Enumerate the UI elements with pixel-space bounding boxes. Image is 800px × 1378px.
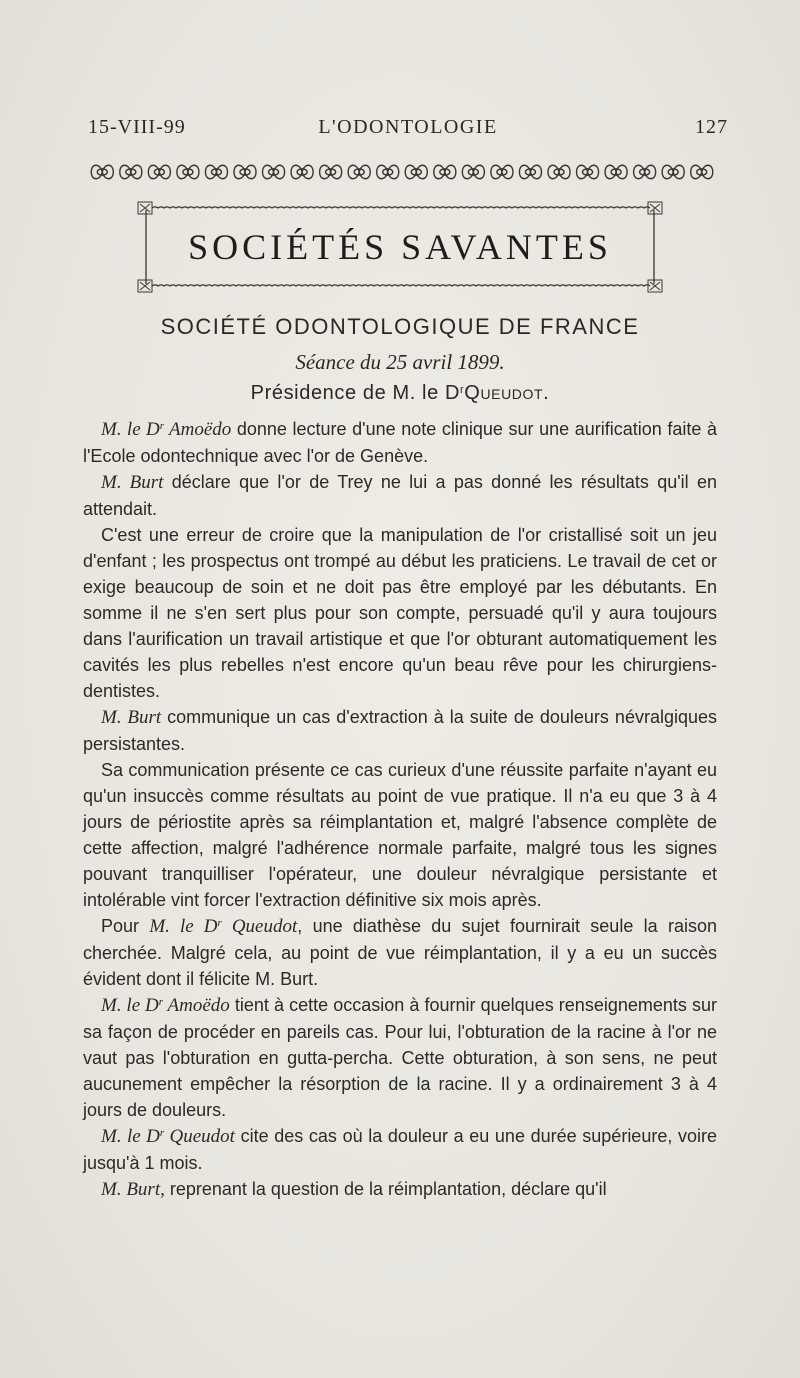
issue-date: 15-VIII-99 <box>88 116 186 138</box>
society-name: SOCIÉTÉ ODONTOLOGIQUE DE FRANCE <box>160 314 640 339</box>
presidence-line <box>0 382 800 405</box>
speaker: M. Burt <box>101 707 162 728</box>
ornament-knot <box>462 165 484 179</box>
ornament-knot <box>91 165 113 179</box>
ornament-knot <box>263 165 285 179</box>
paragraph-text: donne lecture d'une note clinique sur une aurification faite à l'Ecole odontechnique avec l'or de Genève. <box>83 419 717 466</box>
speaker: M. le $D^r$ Queudot <box>149 916 298 937</box>
ornament-knot <box>320 165 342 179</box>
ornament-knot <box>491 165 513 179</box>
running-head <box>88 116 728 142</box>
paragraph-text: C'est une erreur de croire que la manipulation de l'or cristallisé soit un jeu d'enfant ; les prospectus ont trompé au début les praticiens. Le travail de cet or exige beaucoup de soin et ne doit pas être employé par les débutants. En somme il ne s'en sert plus pour son compte, persuadé qu'il y aura toujours dans l'aurification un travail artistique et que l'or obturant automatiquement les cavités les plus rebelles n'est encore qu'un beau rêve pour les chirurgiens-dentistes. <box>83 525 717 701</box>
paragraph <box>83 992 717 1123</box>
presidence-prefix: Présidence de M. le D <box>250 382 461 404</box>
speaker: M. le $D^r$ Amoëdo <box>101 419 232 440</box>
ornament-knot <box>405 165 427 179</box>
ornament-knot <box>577 165 599 179</box>
paragraph-text: reprenant la question de la réimplantation, déclare qu'il <box>164 1179 607 1199</box>
president-name: Queudot <box>464 382 544 404</box>
presidence-suffix: . <box>543 382 550 404</box>
paragraph <box>83 757 717 913</box>
paragraph-text: communique un cas d'extraction à la suite de douleurs névralgiques persistantes. <box>83 707 717 754</box>
speaker: M. le $D^r$ Queudot <box>101 1126 235 1147</box>
paragraph-lead: Pour <box>101 916 150 936</box>
speaker: M. le $D^r$ Amoëdo <box>101 995 230 1016</box>
paragraph-text: déclare que l'or de Trey ne lui a pas donné les résultats qu'il en attendait. <box>83 472 717 519</box>
ornament-knot <box>691 165 713 179</box>
paragraph <box>83 704 717 757</box>
paragraph-text: tient à cette occasion à fournir quelques renseignements sur sa façon de procéder en pareils cas. Pour lui, l'obturation de la racine à l'or ne vaut pas l'obturation en gutta-percha. Cette obturation, à son sens, ne peut aucunement empêcher la résorption de la racine. Il y a ordinairement 3 à 4 jours de douleurs. <box>83 995 717 1120</box>
ornament-knot <box>434 165 456 179</box>
body-text <box>83 416 717 1203</box>
ornament-knot <box>605 165 627 179</box>
page-number: 127 <box>695 116 728 138</box>
session-date: Séance du 25 avril 1899. <box>295 350 505 374</box>
section-title-frame <box>136 196 664 298</box>
ornament-knot <box>120 165 142 179</box>
ornament-knot <box>548 165 570 179</box>
ornament-knot <box>205 165 227 179</box>
speaker: M. Burt, <box>101 1179 165 1200</box>
paragraph <box>83 1123 717 1176</box>
paragraph-text: , une diathèse du sujet fournirait seule la raison cherchée. Malgré cela, au point de vue réimplantation, il y a eu un succès évident dont il félicite M. Burt. <box>83 916 717 989</box>
ornament-knot <box>234 165 256 179</box>
journal-title: L'ODONTOLOGIE <box>318 116 498 138</box>
paragraph <box>83 416 717 469</box>
ornament-band <box>88 158 716 186</box>
speaker: M. Burt <box>101 472 164 493</box>
ornament-knot <box>148 165 170 179</box>
ornament-knot <box>519 165 541 179</box>
paragraph-text: Sa communication présente ce cas curieux d'une réussite parfaite n'ayant eu qu'un insuccès comme résultats au point de vue pratique. Il n'a eu que 3 à 4 jours de périostite après sa réimplantation et, malgré l'absence complète de cette affection, malgré l'adhérence normale parfaite, malgré tous les signes pouvant tranquilliser l'opérateur, une douleur névralgique persistante et intolérable vint forcer l'extraction définitive six mois après. <box>83 760 717 910</box>
ornament-knot <box>177 165 199 179</box>
ornament-knot <box>377 165 399 179</box>
ornament-knot <box>662 165 684 179</box>
ornament-knot <box>291 165 313 179</box>
paragraph <box>83 469 717 522</box>
paragraph <box>83 913 717 992</box>
presidence-sup: r <box>460 384 465 396</box>
section-title: SOCIÉTÉS SAVANTES <box>188 227 612 267</box>
paragraph-text: cite des cas où la douleur a eu une durée supérieure, voire jusqu'à 1 mois. <box>83 1126 718 1173</box>
paragraph <box>83 1176 717 1203</box>
ornament-knot <box>348 165 370 179</box>
paragraph <box>83 522 717 704</box>
ornament-knot <box>634 165 656 179</box>
